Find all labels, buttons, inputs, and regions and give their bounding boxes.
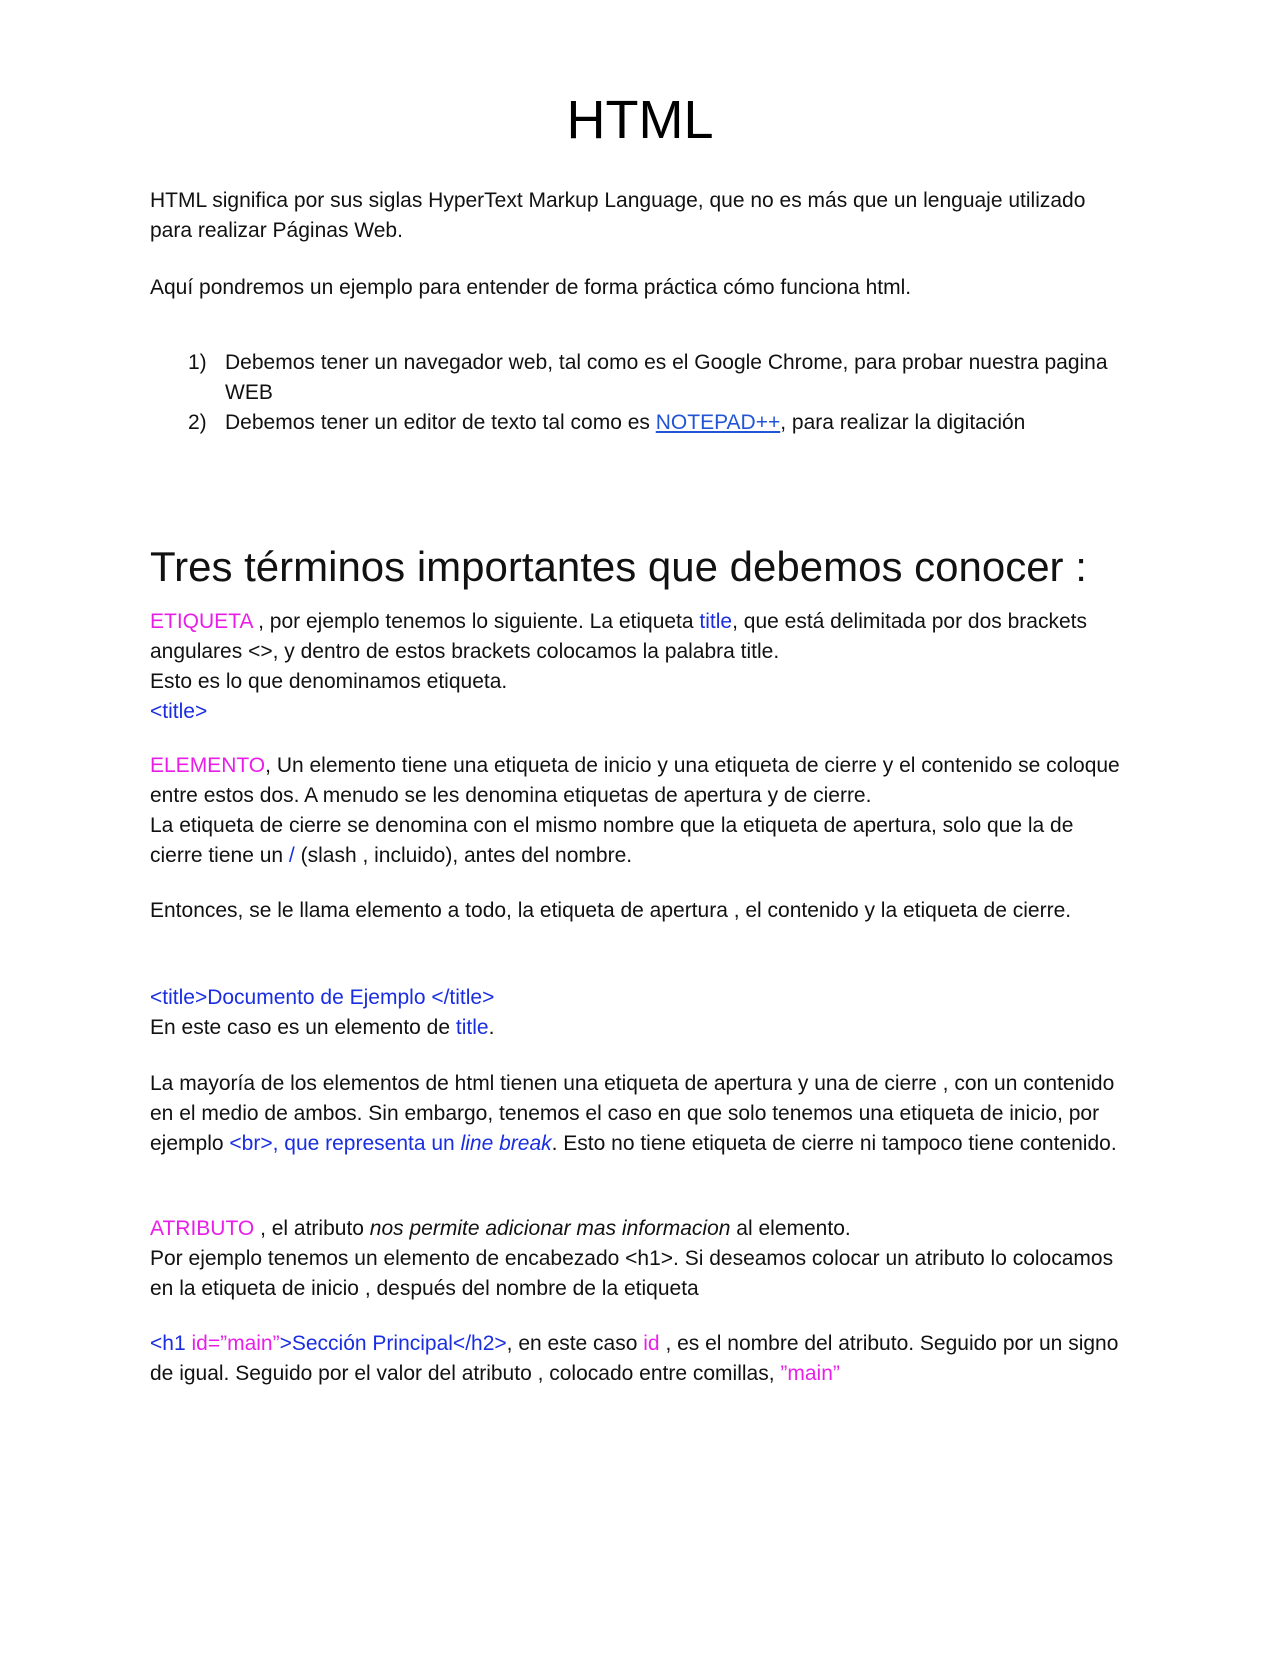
keyword-title-2: title (455, 1016, 489, 1039)
code-line-break: line break (460, 1132, 552, 1155)
etiqueta-text: , por ejemplo tenemos lo siguiente. La etiqueta (252, 610, 700, 633)
document-page (150, 0, 1130, 1656)
ejemplo-text-2: . (488, 1016, 495, 1039)
elemento-text: , Un elemento tiene una etiqueta de inicio y una etiqueta de cierre y el contenido se coloque entre estos dos. A menudo se les denomina etiquetas de apertura y de cierre. (150, 754, 1120, 807)
notepad-link[interactable]: NOTEPAD++ (655, 411, 781, 434)
page-title: HTML (566, 90, 714, 150)
elemento-text-2: La etiqueta de cierre se denomina con el mismo nombre que la etiqueta de apertura, solo que la de cierre tiene un (150, 814, 1074, 867)
atributo-text-3: Por ejemplo tenemos un elemento de encabezado <h1>. Si deseamos colocar un atributo lo colocamos en la etiqueta de inicio , después del nombre de la etiqueta (150, 1247, 1114, 1300)
atributo-text: , el atributo (254, 1217, 370, 1240)
requirements-list (150, 348, 1130, 438)
atributo-italic: nos permite adicionar mas informacion (369, 1217, 731, 1240)
entonces-paragraph: Entonces, se le llama elemento a todo, la etiqueta de apertura , el contenido y la etiqueta de cierre. (150, 899, 1072, 922)
elemento-text-3: (slash , incluido), antes del nombre. (294, 844, 633, 867)
atributo-paragraph (150, 1214, 1130, 1304)
section-heading: Tres términos importantes que debemos conocer : (150, 543, 1087, 590)
code-h1-rest: >Sección Principal</h2> (279, 1332, 507, 1355)
list-item (150, 408, 1130, 438)
intro-paragraph: HTML significa por sus siglas HyperText Markup Language, que no es más que un lenguaje utilizado para realizar Páginas Web. (150, 189, 1086, 242)
keyword-title: title (699, 610, 733, 633)
h1-example-paragraph (150, 1329, 1130, 1389)
list-number: 2) (188, 411, 207, 434)
code-attr: id=”main” (191, 1332, 280, 1355)
example-intro-paragraph: Aquí pondremos un ejemplo para entender de forma práctica cómo funciona html. (150, 276, 912, 299)
term-etiqueta: ETIQUETA (150, 610, 253, 633)
atributo-text-2: al elemento. (730, 1217, 851, 1240)
list-number: 1) (188, 351, 207, 374)
etiqueta-text-2: , que está delimitada por dos brackets angulares <>, y dentro de estos brackets colocamos la palabra title. (150, 610, 1087, 663)
ejemplo-text: En este caso es un elemento de (150, 1016, 456, 1039)
h1ex-text: , en este caso (506, 1332, 644, 1355)
attr-id: id (643, 1332, 660, 1355)
list-item (150, 348, 1130, 408)
mayoria-paragraph (150, 1069, 1130, 1159)
slash-char: / (288, 844, 295, 867)
term-elemento: ELEMENTO (150, 754, 266, 777)
code-br: <br>, que representa un (229, 1132, 461, 1155)
attr-value: ”main” (780, 1362, 840, 1385)
code-title-element: <title>Documento de Ejemplo </title> (150, 986, 495, 1009)
list-item-text: Debemos tener un editor de texto tal como es (225, 411, 656, 434)
list-item-text: Debemos tener un navegador web, tal como es el Google Chrome, para probar nuestra pagina WEB (225, 351, 1108, 404)
etiqueta-text-3: Esto es lo que denominamos etiqueta. (150, 670, 508, 693)
list-item-text-after: , para realizar la digitación (780, 411, 1026, 434)
mayoria-text-2: . Esto no tiene etiqueta de cierre ni tampoco tiene contenido. (551, 1132, 1117, 1155)
code-title-tag: <title> (150, 700, 208, 723)
ejemplo-paragraph (150, 983, 1130, 1043)
code-h1-open: <h1 (150, 1332, 192, 1355)
term-atributo: ATRIBUTO (150, 1217, 255, 1240)
elemento-paragraph (150, 751, 1130, 871)
h1ex-text-2: , es el nombre del atributo. Seguido por un signo de igual. Seguido por el valor del atributo , colocado entre comillas, (150, 1332, 1119, 1385)
mayoria-text: La mayoría de los elementos de html tienen una etiqueta de apertura y una de cierre , con un contenido en el medio de ambos. Sin embargo, tenemos el caso en que solo tenemos una etiqueta de inicio, por ejemplo (150, 1072, 1115, 1155)
etiqueta-paragraph (150, 607, 1130, 727)
